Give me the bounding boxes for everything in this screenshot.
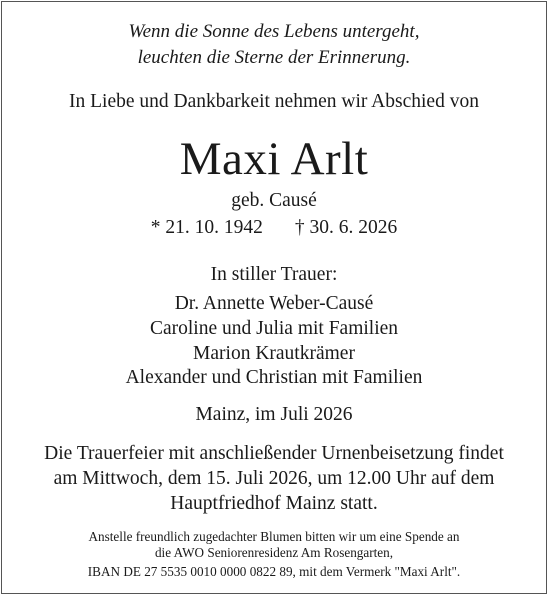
mourner-name: Dr. Annette Weber-Causé	[174, 293, 374, 314]
intro-text: In Liebe und Dankbarkeit nehmen wir Abschied von	[69, 91, 479, 112]
birth-date: * 21. 10. 1942	[150, 217, 263, 238]
place-date: Mainz, im Juli 2026	[195, 404, 353, 425]
mourner-name: Caroline und Julia mit Familien	[149, 318, 399, 339]
mourner-name: Marion Krautkrämer	[193, 343, 355, 364]
mourner-name: Alexander und Christian mit Familien	[125, 367, 423, 388]
obituary-notice	[1, 1, 547, 594]
donation-line-1: Anstelle freundlich zugedachter Blumen bitten wir um eine Spende an	[88, 529, 460, 544]
service-line-2: am Mittwoch, dem 15. Juli 2026, um 12.00 Uhr auf dem	[53, 468, 495, 489]
donation-line-3: IBAN DE 27 5535 0010 0000 0822 89, mit dem Vermerk "Maxi Arlt".	[87, 564, 461, 579]
motto-line-2: leuchten die Sterne der Erinnerung.	[137, 47, 411, 68]
death-date: † 30. 6. 2026	[294, 217, 398, 238]
motto-line-1: Wenn die Sonne des Lebens untergeht,	[128, 21, 420, 42]
service-line-3: Hauptfriedhof Mainz statt.	[170, 493, 378, 514]
life-dates	[2, 217, 546, 239]
birth-name: geb. Causé	[231, 190, 317, 211]
donation-line-2: die AWO Seniorenresidenz Am Rosengarten,	[154, 545, 394, 560]
deceased-name: Maxi Arlt	[179, 133, 369, 185]
service-line-1: Die Trauerfeier mit anschließender Urnenbeisetzung findet	[44, 443, 504, 464]
mourners-heading: In stiller Trauer:	[210, 264, 338, 285]
